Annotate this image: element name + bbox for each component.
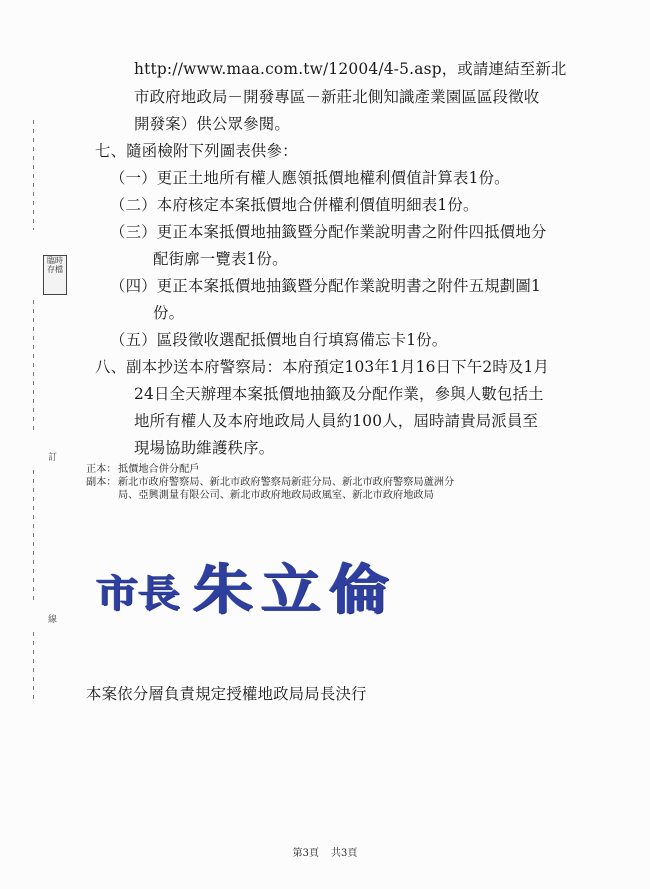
body-line: http://www.maa.com.tw/12004/4-5.asp，或請連結至新北 — [134, 60, 567, 78]
total-pages: 共3頁 — [331, 848, 358, 859]
page-footer — [0, 844, 650, 859]
body-line: 市政府地政局－開發專區－新莊北側知識產業園區區段徵收 — [134, 88, 540, 106]
list-item: （五）區段徵收選配抵價地自行填寫備忘卡1份。 — [110, 331, 448, 349]
signature-title: 市長 — [96, 571, 181, 616]
list-item: （一）更正土地所有權人應領抵價地權利價值計算表1份。 — [110, 169, 510, 187]
archive-stamp: 臨時存檔 — [43, 255, 67, 295]
list-item: （四）更正本案抵價地抽籤暨分配作業說明書之附件五規劃圖1 — [110, 277, 541, 295]
page-number: 第3頁 — [292, 848, 319, 859]
signature-name: 朱立倫 — [193, 558, 397, 622]
body-line: 地所有權人及本府地政局人員約100人，屆時請貴局派員至 — [134, 412, 539, 430]
binding-dashed-line — [33, 120, 34, 230]
main-recipient-label: 正本： — [86, 464, 117, 475]
section-heading: 七、隨函檢附下列圖表供參： — [95, 142, 298, 160]
binding-mark-ding: 訂 — [48, 453, 58, 463]
body-line: 開發案）供公眾參閱。 — [134, 115, 290, 133]
main-recipient-value: 抵價地合併分配戶 — [118, 464, 200, 475]
body-line: 現場協助維護秩序。 — [134, 439, 275, 457]
body-line: 24日全天辦理本案抵價地抽籤及分配作業，參與人數包括土 — [134, 385, 544, 403]
binding-dashed-line — [33, 470, 34, 600]
binding-mark-xian: 線 — [48, 615, 58, 625]
delegation-note: 本案依分層負責規定授權地政局局長決行 — [86, 685, 367, 703]
binding-dashed-line — [33, 632, 34, 702]
list-item-continuation: 份。 — [153, 304, 185, 322]
section-heading: 八、副本抄送本府警察局：本府預定103年1月16日下午2時及1月 — [95, 358, 550, 376]
list-item: （二）本府核定本案抵價地合併權利價值明細表1份。 — [110, 196, 479, 214]
copy-recipient-line: 局、亞興測量有限公司、新北市政府地政局政風室、新北市政府地政局 — [118, 490, 434, 501]
list-item-continuation: 配街廓一覽表1份。 — [153, 250, 288, 268]
copy-recipient-line: 新北市政府警察局、新北市政府警察局新莊分局、新北市政府警察局蘆洲分 — [118, 477, 455, 488]
copy-recipient-label: 副本： — [86, 477, 117, 488]
list-item: （三）更正本案抵價地抽籤暨分配作業說明書之附件四抵價地分 — [110, 223, 547, 241]
binding-dashed-line — [33, 300, 34, 430]
